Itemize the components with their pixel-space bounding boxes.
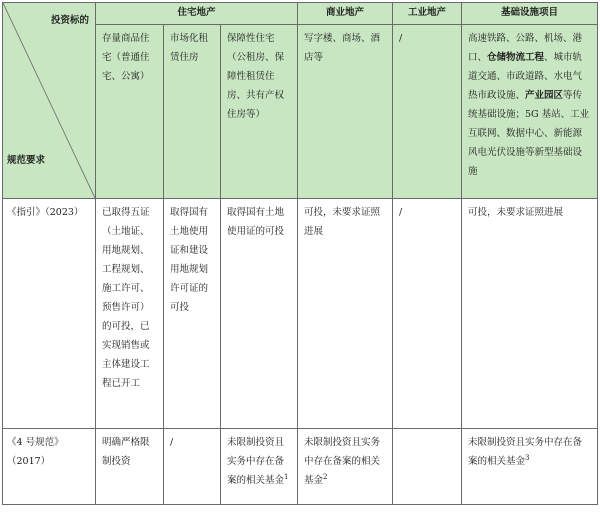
cell-commercial: 可投，未要求证照进展 <box>298 199 393 429</box>
cell-text: 未限制投资且实务中存在备案的相关基金 <box>227 437 285 486</box>
cell-text: 未限制投资且实务中存在备案的相关基金 <box>304 437 381 486</box>
subheader-affordable-housing: 保障性住宅（公租房、保障性租赁住房、共有产权住房等） <box>221 25 298 199</box>
cell-infrastructure: 可投，未要求证照进展 <box>462 199 598 429</box>
table-row <box>3 429 598 505</box>
header-infrastructure: 基础设施项目 <box>462 3 598 25</box>
cell-affordable-housing: 取得国有土地使用证的可投 <box>221 199 298 429</box>
corner-label-requirements: 规范要求 <box>7 155 46 166</box>
cell-industrial <box>393 429 462 505</box>
cell-commodity-housing: 已取得五证（土地证、用地规划、工程规划、施工许可、预售许可）的可投，已实现销售或主体建设工程已开工 <box>96 199 164 429</box>
footnote-marker: 3 <box>525 454 530 462</box>
cell-market-rental: 取得国有土地使用证和建设用地规划许可证的可投 <box>164 199 221 429</box>
infra-text-3: 等传统基础设施；5G 基站、工业互联网、数据中心、新能源风电光伏设施等新型基础设施 <box>468 90 590 177</box>
infra-text-2: 、城市轨道交通、市政道路、水电气热市政设施、 <box>468 52 583 101</box>
cell-commodity-housing: 明确严格限制投资 <box>96 429 164 505</box>
subheader-industrial: / <box>393 25 462 199</box>
subheader-commercial: 写字楼、商场、酒店等 <box>298 25 393 199</box>
corner-header-cell <box>3 3 96 199</box>
header-commercial: 商业地产 <box>298 3 393 25</box>
infra-text-1: 高速铁路、公路、机场、港口、 <box>468 33 583 63</box>
subheader-infrastructure <box>462 25 598 199</box>
footnote-marker: 2 <box>323 473 328 481</box>
cell-infrastructure <box>462 429 598 505</box>
infra-bold-industrial-park: 产业园区 <box>525 90 564 101</box>
subheader-market-rental: 市场化租赁住房 <box>164 25 221 199</box>
infra-bold-warehouse: 仓储物流工程 <box>487 52 545 63</box>
row-label: 《指引》（2023） <box>3 199 96 429</box>
table-row <box>3 199 598 429</box>
header-residential: 住宅地产 <box>96 3 298 25</box>
cell-text: 未限制投资且实务中存在备案的相关基金 <box>468 437 583 467</box>
cell-commercial <box>298 429 393 505</box>
cell-affordable-housing <box>221 429 298 505</box>
footnote-marker: 1 <box>284 473 289 481</box>
regulation-comparison-table <box>2 2 598 505</box>
cell-industrial: / <box>393 199 462 429</box>
cell-market-rental: / <box>164 429 221 505</box>
row-label: 《4 号规范》（2017） <box>3 429 96 505</box>
subheader-commodity-housing: 存量商品住宅（普通住宅、公寓） <box>96 25 164 199</box>
corner-label-investment-target: 投资标的 <box>50 15 89 26</box>
header-row-categories <box>3 3 598 25</box>
header-industrial: 工业地产 <box>393 3 462 25</box>
